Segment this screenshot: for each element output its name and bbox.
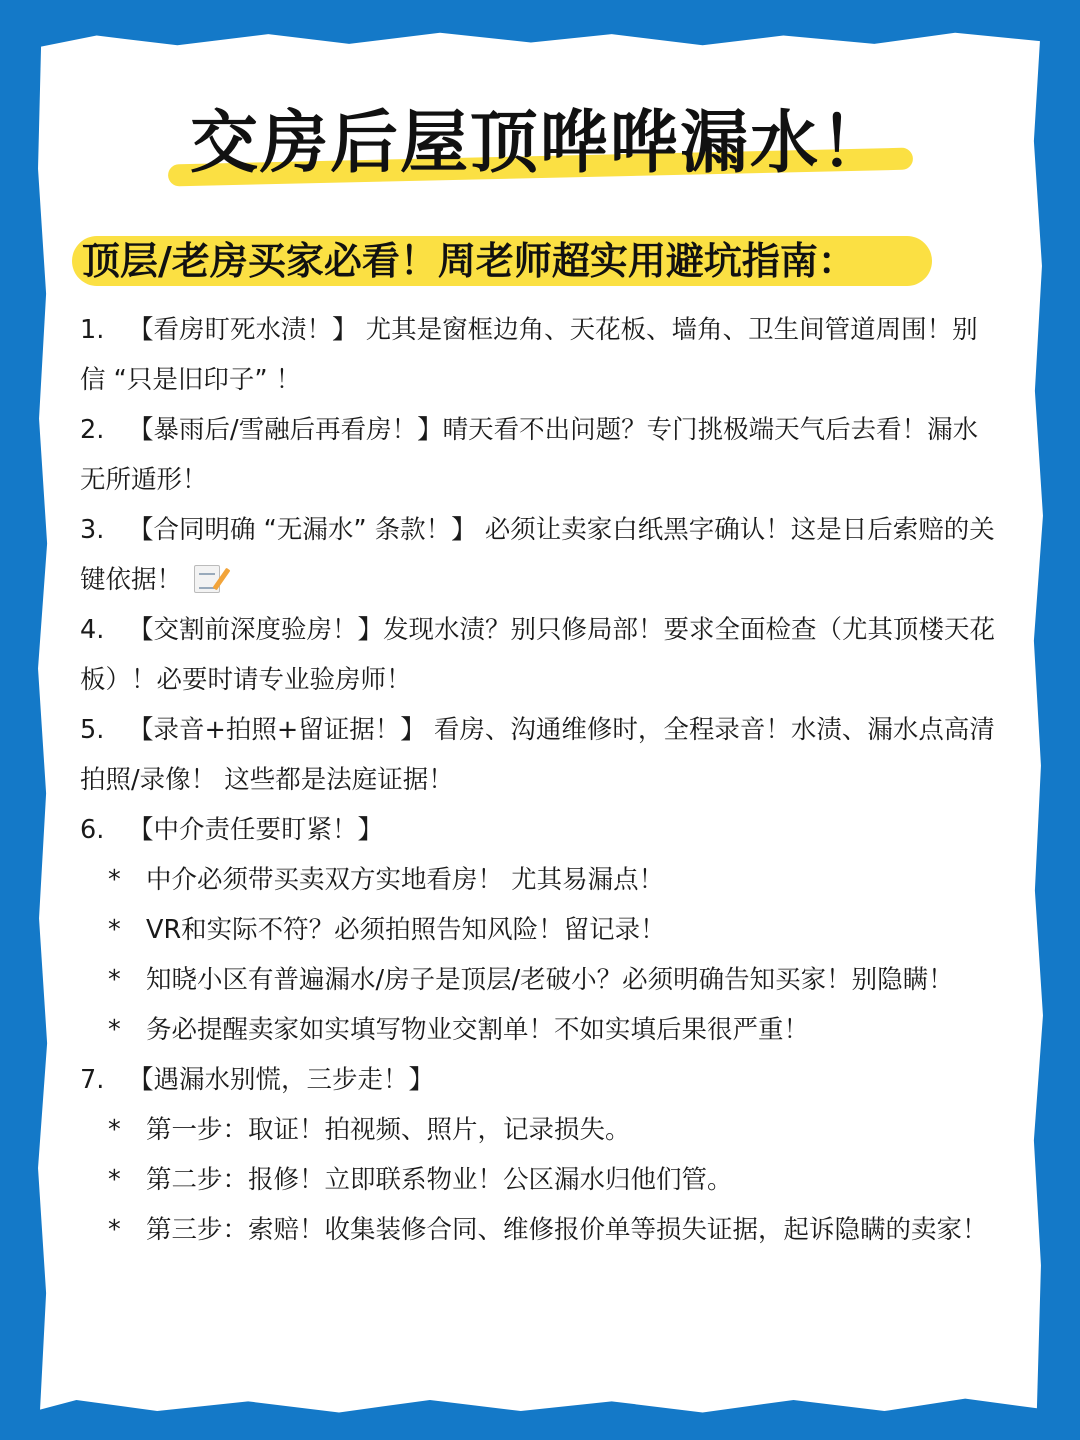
item-number: 2. [80, 415, 105, 445]
title-block [0, 98, 1080, 198]
item-number: 4. [80, 615, 105, 645]
bullet-mark: * [108, 1165, 121, 1195]
list-item [80, 305, 1000, 405]
item-number: 3. [80, 515, 105, 545]
page-subtitle: 顶层/老房买家必看！周老师超实用避坑指南： [82, 239, 856, 283]
item-text: 【中介责任要盯紧！】 [128, 815, 384, 845]
sub-item-text: 中介必须带买卖双方实地看房！ 尤其易漏点！ [146, 865, 665, 895]
sub-list-item [80, 1005, 1000, 1055]
bullet-mark: * [108, 915, 121, 945]
item-text: 【暴雨后/雪融后再看房！】晴天看不出问题？专门挑极端天气后去看！漏水无所遁形！ [80, 415, 979, 495]
list-item [80, 405, 1000, 505]
item-number: 1. [80, 315, 105, 345]
sub-item-text: 知晓小区有普遍漏水/房子是顶层/老破小？必须明确告知买家！别隐瞒！ [146, 965, 954, 995]
tips-list [80, 305, 1000, 1255]
list-item [80, 705, 1000, 805]
sub-list-item [80, 955, 1000, 1005]
item-number: 6. [80, 815, 105, 845]
sub-list-item [80, 855, 1000, 905]
item-number: 7. [80, 1065, 105, 1095]
sub-item-text: VR和实际不符？必须拍照告知风险！留记录！ [146, 915, 666, 945]
list-item [80, 605, 1000, 705]
item-number: 5. [80, 715, 105, 745]
list-item [80, 805, 1000, 855]
bullet-mark: * [108, 1015, 121, 1045]
item-text: 【遇漏水别慌，三步走！】 [128, 1065, 435, 1095]
sub-list-item [80, 1155, 1000, 1205]
list-item [80, 505, 1000, 605]
item-text: 【录音+拍照+留证据！】 看房、沟通维修时，全程录音！水渍、漏水点高清拍照/录像！ 这些都是法庭证据！ [80, 715, 995, 795]
sub-item-text: 第一步：取证！拍视频、照片，记录损失。 [146, 1115, 631, 1145]
list-item [80, 1055, 1000, 1105]
sub-list-item [80, 1205, 1000, 1255]
sub-list-item [80, 905, 1000, 955]
page-title: 交房后屋顶哗哗漏水！ [189, 103, 890, 183]
item-text: 【合同明确 “无漏水” 条款！】 必须让卖家白纸黑字确认！这是日后索赔的关键依据！ [80, 515, 995, 595]
sub-item-text: 第三步：索赔！收集装修合同、维修报价单等损失证据，起诉隐瞒的卖家！ [146, 1215, 988, 1245]
bullet-mark: * [108, 1215, 121, 1245]
bullet-mark: * [108, 1115, 121, 1145]
item-text: 【交割前深度验房！】发现水渍？别只修局部！要求全面检查（尤其顶楼天花板）！必要时请专业验房师！ [80, 615, 996, 695]
bullet-mark: * [108, 965, 121, 995]
item-text: 【看房盯死水渍！】 尤其是窗框边角、天花板、墙角、卫生间管道周围！别信 “只是旧印子” ！ [80, 315, 978, 395]
sub-list-item [80, 1105, 1000, 1155]
sub-item-text: 务必提醒卖家如实填写物业交割单！不如实填后果很严重！ [146, 1015, 810, 1045]
bullet-mark: * [108, 865, 121, 895]
subtitle-block [72, 232, 937, 290]
sub-item-text: 第二步：报修！立即联系物业！公区漏水归他们管。 [146, 1165, 733, 1195]
memo-icon [194, 565, 220, 593]
